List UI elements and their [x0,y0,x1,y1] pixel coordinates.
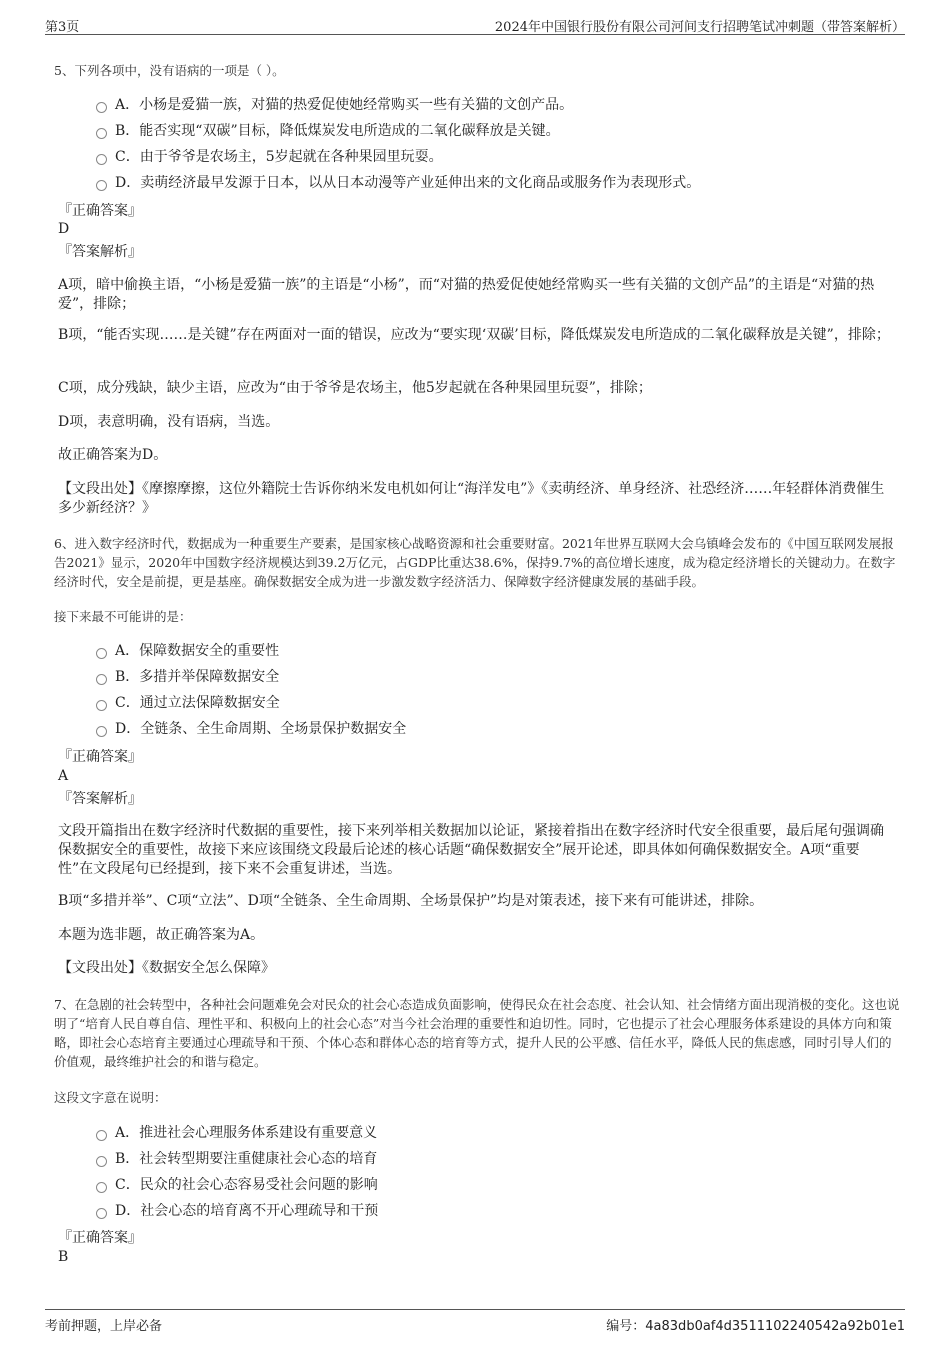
q7-options [96,1120,378,1224]
radio-icon[interactable] [96,180,107,191]
q6-option-c[interactable]: C．通过立法保障数据安全 [96,690,406,716]
q5-option-d[interactable]: D．卖萌经济最早发源于日本，以从日本动漫等产业延伸出来的文化商品或服务作为表现形式。 [96,170,700,196]
q6-options [96,638,406,742]
q5-conclusion: 故正确答案为D。 [58,447,168,463]
q6-option-d[interactable]: D．全链条、全生命周期、全场景保护数据安全 [96,716,406,742]
q5-answer-label: 『正确答案』 [58,203,142,219]
q6-prompt: 接下来最不可能讲的是： [54,609,192,624]
q7-option-d[interactable]: D．社会心态的培育离不开心理疏导和干预 [96,1198,378,1224]
q5-analysis-label: 『答案解析』 [58,244,142,260]
radio-icon[interactable] [96,154,107,165]
radio-icon[interactable] [96,648,107,659]
q6-conclusion: 本题为选非题，故正确答案为A。 [58,927,265,943]
q5-analysis-c: C项，成分残缺，缺少主语，应改为“由于爷爷是农场主，他5岁起就在各种果园里玩耍”，排除； [58,380,652,396]
q5-options [96,92,700,196]
q5-answer: D [58,221,70,237]
q6-answer: A [58,768,69,784]
q7-option-a[interactable]: A．推进社会心理服务体系建设有重要意义 [96,1120,378,1146]
page-footer [45,1309,905,1332]
page-number: 第3页 [45,20,80,35]
q6-analysis-main: 文段开篇指出在数字经济时代数据的重要性，接下来列举相关数据加以论证，紧接着指出在数字经济时代安全很重要，最后尾句强调确保数据安全的重要性，故接下来应该围绕文段最后论述的核心话题“确保数据安全”展开论述，即具体如何确保数据安全。A项“重要性”在文段尾句已经提到，接下来不会重复讲述，当选。 [58,823,884,877]
radio-icon[interactable] [96,1182,107,1193]
radio-icon[interactable] [96,1208,107,1219]
q5-stem: 5、下列各项中，没有语病的一项是（ ）。 [54,63,285,78]
q7-answer-label: 『正确答案』 [58,1230,142,1246]
q7-answer: B [58,1249,69,1265]
q5-analysis-b: B项，“能否实现……是关键”存在两面对一面的错误，应改为“要实现‘双碳’目标，降低煤炭发电所造成的二氧化碳释放是关键”，排除； [58,327,890,343]
radio-icon[interactable] [96,1130,107,1141]
q5-source: 【文段出处】《摩擦摩擦，这位外籍院士告诉你纳米发电机如何让“海洋发电”》《卖萌经济、单身经济、社恐经济……年轻群体消费催生多少新经济？》 [58,481,885,516]
radio-icon[interactable] [96,1156,107,1167]
document-code [606,1315,905,1334]
q6-stem: 6、进入数字经济时代，数据成为一种重要生产要素，是国家核心战略资源和社会重要财富。2021年世界互联网大会乌镇峰会发布的《中国互联网发展报告2021》显示，2020年中国数字经济规模达到39.2万亿元，占GDP比重达38.6%，保持9.7%的高位增长速度，成为稳定经济增长的关键动力。在数字经济时代，安全是前提，更是基座。确保数据安全成为进一步激发数字经济活力、保障数字经济健康发展的基础手段。 [54,536,896,589]
q7-option-b[interactable]: B．社会转型期要注重健康社会心态的培育 [96,1146,378,1172]
footer-slogan: 考前押题，上岸必备 [45,1319,163,1334]
q6-analysis-bcd: B项“多措并举”、C项“立法”、D项“全链条、全生命周期、全场景保护”均是对策表述，接下来有可能讲述，排除。 [58,893,764,909]
code-label: 编号： [606,1319,646,1334]
q7-prompt: 这段文字意在说明： [54,1090,167,1105]
page-header [45,14,905,35]
q7-option-c[interactable]: C．民众的社会心态容易受社会问题的影响 [96,1172,378,1198]
q7-stem: 7、在急剧的社会转型中，各种社会问题难免会对民众的社会心态造成负面影响，使得民众在社会态度、社会认知、社会情绪方面出现消极的变化。这也说明了“培育人民自尊自信、理性平和、积极向上的社会心态”对当今社会治理的重要性和迫切性。同时，它也提示了社会心理服务体系建设的具体方向和策略，即社会心态培育主要通过心理疏导和干预、个体心态和群体心态的培育等方式，提升人民的公平感、信任水平，降低人民的焦虑感，同时引导人们的价值观，最终维护社会的和谐与稳定。 [54,997,900,1069]
radio-icon[interactable] [96,674,107,685]
radio-icon[interactable] [96,128,107,139]
q6-source: 【文段出处】《数据安全怎么保障》 [58,960,275,976]
q5-analysis-d: D项，表意明确，没有语病，当选。 [58,414,280,430]
code-value: 4a83db0af4d3511102240542a92b01e1 [645,1319,905,1334]
radio-icon[interactable] [96,700,107,711]
radio-icon[interactable] [96,102,107,113]
q6-option-b[interactable]: B．多措并举保障数据安全 [96,664,406,690]
q6-option-a[interactable]: A．保障数据安全的重要性 [96,638,406,664]
q5-option-a[interactable]: A．小杨是爱猫一族，对猫的热爱促使她经常购买一些有关猫的文创产品。 [96,92,700,118]
q6-answer-label: 『正确答案』 [58,749,142,765]
q5-option-c[interactable]: C．由于爷爷是农场主，5岁起就在各种果园里玩耍。 [96,144,700,170]
q6-analysis-label: 『答案解析』 [58,791,142,807]
q5-analysis-a: A项，暗中偷换主语，“小杨是爱猫一族”的主语是“小杨”，而“对猫的热爱促使她经常购买一些有关猫的文创产品”的主语是“对猫的热爱”，排除； [58,277,875,312]
q5-option-b[interactable]: B．能否实现“双碳”目标，降低煤炭发电所造成的二氧化碳释放是关键。 [96,118,700,144]
radio-icon[interactable] [96,726,107,737]
document-title: 2024年中国银行股份有限公司河间支行招聘笔试冲刺题（带答案解析） [494,20,905,35]
